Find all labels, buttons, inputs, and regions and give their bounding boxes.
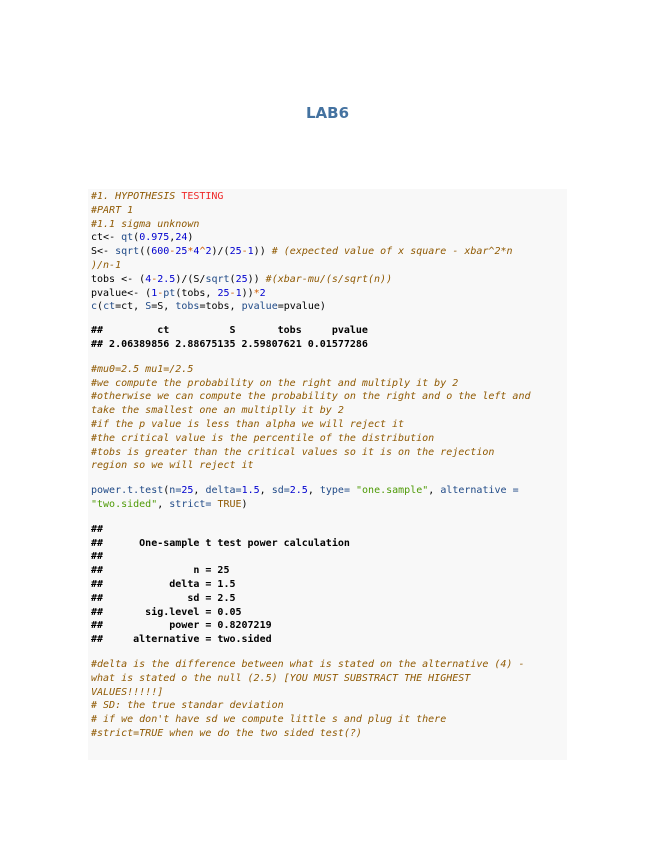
output-line: ## n = 25 bbox=[91, 565, 230, 577]
code-token: , bbox=[259, 485, 272, 497]
comment: #1. HYPOTHESIS bbox=[91, 191, 182, 202]
code-token: ( bbox=[229, 273, 236, 285]
code-line bbox=[91, 498, 565, 512]
code-token: (( bbox=[139, 246, 152, 258]
number: 24 bbox=[175, 232, 188, 244]
code-token: (tobs, bbox=[175, 287, 218, 299]
comment-line: #otherwise we can compute the probability on the right and o the left and bbox=[91, 391, 531, 403]
comment-line: #if the p value is less than alpha we will reject it bbox=[91, 418, 405, 430]
number: 1 bbox=[247, 246, 254, 258]
code-token: pvalue bbox=[91, 287, 128, 299]
code-token: )/(S/ bbox=[175, 273, 206, 285]
code-token: )) bbox=[241, 287, 254, 299]
constant: TRUE bbox=[217, 498, 242, 510]
function-name: pt bbox=[163, 287, 176, 299]
number: 1.5 bbox=[241, 485, 260, 497]
argument-name: ct bbox=[103, 301, 116, 313]
spacer bbox=[91, 647, 565, 658]
operator: - bbox=[151, 273, 158, 285]
code-token: <- ( bbox=[127, 287, 152, 299]
argument-name: delta bbox=[205, 485, 236, 497]
code-lines bbox=[91, 190, 565, 741]
code-line bbox=[91, 484, 565, 498]
code-token: ( bbox=[97, 301, 104, 313]
output-line: ## ct S tobs pvalue bbox=[91, 325, 368, 337]
operator: * bbox=[253, 287, 260, 299]
code-token: = bbox=[235, 485, 242, 497]
argument-name: tobs bbox=[175, 301, 200, 313]
comment-line: # SD: the true standar deviation bbox=[91, 700, 284, 712]
code-line: #1.1 sigma unknown bbox=[91, 218, 200, 230]
number: 25 bbox=[181, 485, 194, 497]
code-line bbox=[91, 245, 565, 259]
code-token: ) bbox=[241, 498, 248, 510]
number: 0.975 bbox=[139, 232, 170, 244]
argument-name: pvalue bbox=[241, 301, 278, 313]
operator: - bbox=[169, 246, 176, 258]
number: 1 bbox=[235, 287, 242, 299]
code-token: <- ( bbox=[121, 273, 146, 285]
operator: - bbox=[229, 287, 236, 299]
code-token: <- bbox=[97, 246, 116, 258]
code-line: #PART 1 bbox=[91, 204, 134, 216]
operator: ^ bbox=[199, 246, 206, 258]
comment-line: take the smallest one an multiplly it by 2 bbox=[91, 405, 344, 417]
output-line: ## alternative = two.sided bbox=[91, 634, 272, 646]
comment: #(xbar-mu/(s/sqrt(n)) bbox=[265, 273, 393, 285]
comment-keyword: TESTING bbox=[181, 191, 224, 202]
argument-name: alternative bbox=[440, 485, 507, 497]
spacer bbox=[91, 352, 565, 363]
code-line bbox=[91, 287, 565, 301]
string: "two.sided" bbox=[91, 498, 158, 510]
number: 4 bbox=[145, 273, 152, 285]
code-token: , bbox=[157, 498, 170, 510]
code-token: =tobs, bbox=[199, 301, 242, 313]
argument-name: S bbox=[145, 301, 152, 313]
code-token: =ct, bbox=[115, 301, 146, 313]
code-token: =S, bbox=[151, 301, 176, 313]
code-token: )/( bbox=[211, 246, 230, 258]
comment-line: #strict=TRUE when we do the two sided test(?) bbox=[91, 727, 362, 739]
code-line bbox=[91, 273, 565, 287]
operator: - bbox=[241, 246, 248, 258]
string: "one.sample" bbox=[356, 485, 429, 497]
output-line: ## 2.06389856 2.88675135 2.59807621 0.01577286 bbox=[91, 338, 368, 350]
argument-name: n bbox=[169, 485, 176, 497]
comment: # (expected value of x square - xbar^2*n bbox=[271, 246, 513, 258]
spacer bbox=[91, 314, 565, 324]
code-line: )/n-1 bbox=[91, 259, 122, 271]
code-token: , bbox=[169, 232, 176, 244]
number: 600 bbox=[151, 246, 170, 258]
output-line: ## delta = 1.5 bbox=[91, 578, 236, 590]
output-line: ## sig.level = 0.05 bbox=[91, 606, 242, 618]
spacer bbox=[91, 473, 565, 484]
code-token: ct bbox=[91, 232, 104, 244]
function-name: sqrt bbox=[205, 273, 230, 285]
argument-name: sd bbox=[271, 485, 284, 497]
number: 2 bbox=[259, 287, 266, 299]
code-token: = bbox=[283, 485, 290, 497]
number: 2.5 bbox=[157, 273, 176, 285]
comment-line: #mu0=2.5 mu1=/2.5 bbox=[91, 363, 194, 375]
comment-line: region so we will reject it bbox=[91, 460, 254, 472]
function-name: power.t.test bbox=[91, 485, 164, 497]
code-token: ( bbox=[163, 485, 170, 497]
spacer bbox=[91, 512, 565, 523]
comment-line: VALUES!!!!!] bbox=[91, 686, 164, 698]
code-token: ) bbox=[187, 232, 194, 244]
comment-line: # if we don't have sd we compute little s and plug it there bbox=[91, 714, 447, 726]
code-token: , bbox=[428, 485, 441, 497]
code-token: =pvalue) bbox=[277, 301, 326, 313]
code-token: , bbox=[307, 485, 320, 497]
number: 25 bbox=[235, 273, 248, 285]
code-token: = bbox=[175, 485, 182, 497]
number: 1 bbox=[151, 287, 158, 299]
number: 4 bbox=[193, 246, 200, 258]
code-token: = bbox=[506, 485, 519, 497]
output-line: ## sd = 2.5 bbox=[91, 592, 236, 604]
code-token: )) bbox=[247, 273, 266, 285]
comment-line: #we compute the probability on the right and multiply it by 2 bbox=[91, 377, 459, 389]
comment-line: #delta is the difference between what is stated on the alternative (4) - bbox=[91, 658, 525, 670]
code-token: S bbox=[91, 246, 98, 258]
output-line: ## bbox=[91, 523, 104, 535]
number: 2.5 bbox=[289, 485, 308, 497]
number: 25 bbox=[229, 246, 242, 258]
argument-name: type bbox=[319, 485, 344, 497]
code-token: = bbox=[343, 485, 357, 497]
code-line bbox=[91, 190, 565, 204]
output-line: ## One-sample t test power calculation bbox=[91, 537, 350, 549]
document-title: LAB6 bbox=[305, 104, 350, 122]
number: 25 bbox=[175, 246, 188, 258]
function-name: c bbox=[91, 301, 98, 313]
comment-line: #the critical value is the percentile of the distribution bbox=[91, 432, 435, 444]
operator: * bbox=[187, 246, 194, 258]
function-name: sqrt bbox=[115, 246, 140, 258]
code-token: <- bbox=[103, 232, 122, 244]
number: 25 bbox=[217, 287, 230, 299]
code-token: ( bbox=[133, 232, 140, 244]
code-line bbox=[91, 300, 565, 314]
code-token: tobs bbox=[91, 273, 122, 285]
code-token: = bbox=[205, 498, 218, 510]
output-line: ## power = 0.8207219 bbox=[91, 620, 272, 632]
number: 2 bbox=[205, 246, 212, 258]
code-line bbox=[91, 231, 565, 245]
code-token: )) bbox=[253, 246, 272, 258]
comment-line: #tobs is greater than the critical values so it is on the rejection bbox=[91, 446, 495, 458]
code-token: , bbox=[193, 485, 206, 497]
function-name: qt bbox=[121, 232, 134, 244]
comment-line: what is stated o the null (2.5) [YOU MUST SUBSTRACT THE HIGHEST bbox=[91, 672, 471, 684]
output-line: ## bbox=[91, 551, 104, 563]
operator: - bbox=[157, 287, 164, 299]
argument-name: strict bbox=[169, 498, 206, 510]
